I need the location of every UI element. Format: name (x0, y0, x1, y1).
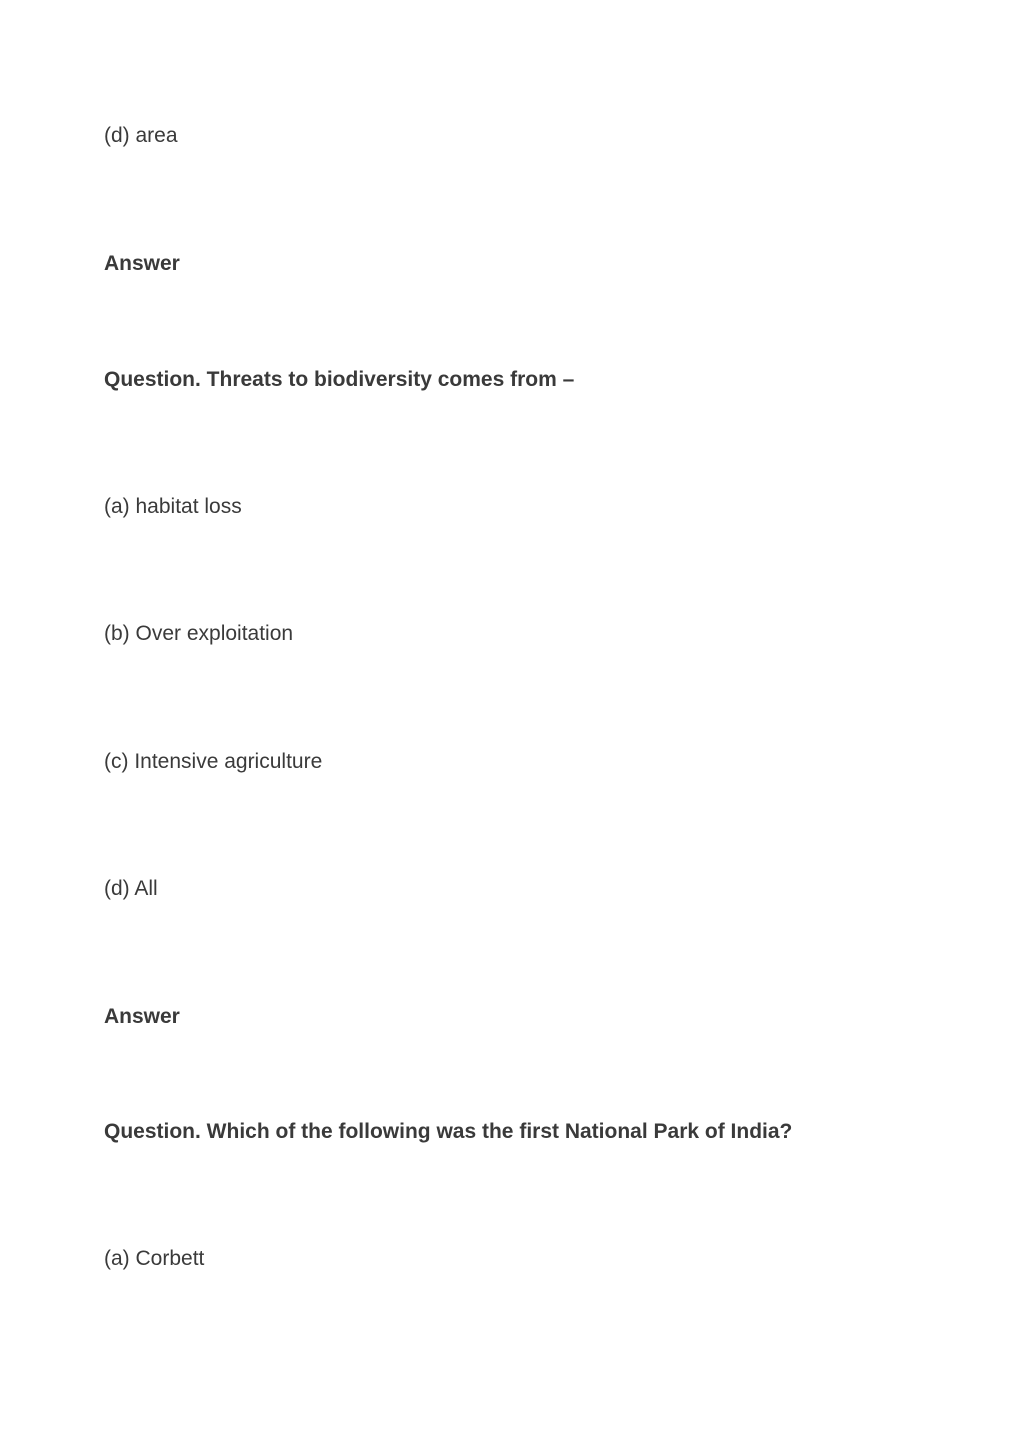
option-d-all: (d) All (104, 877, 158, 900)
answer-label[interactable]: Answer (104, 252, 180, 275)
question-threats-biodiversity: Question. Threats to biodiversity comes from – (104, 368, 575, 391)
question-first-national-park: Question. Which of the following was the first National Park of India? (104, 1120, 793, 1143)
option-a-corbett: (a) Corbett (104, 1247, 205, 1270)
option-d-area: (d) area (104, 124, 178, 147)
option-b-over-exploitation: (b) Over exploitation (104, 622, 294, 645)
answer-label[interactable]: Answer (104, 1005, 180, 1028)
option-c-intensive-agriculture: (c) Intensive agriculture (104, 750, 323, 773)
option-a-habitat-loss: (a) habitat loss (104, 495, 242, 518)
